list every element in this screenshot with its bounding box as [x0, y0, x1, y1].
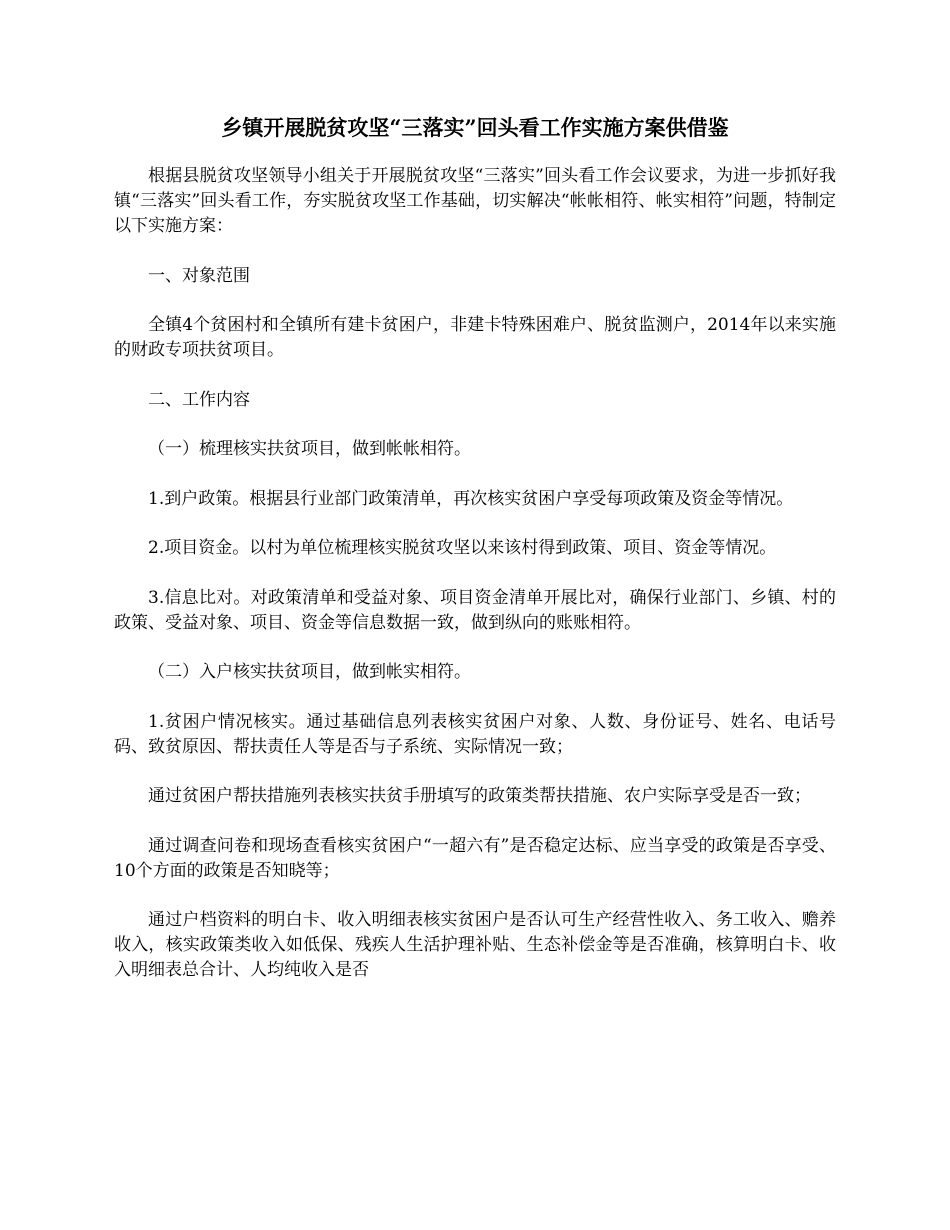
paragraph-item-2-1: 1.贫困户情况核实。通过基础信息列表核实贫困户对象、人数、身份证号、姓名、电话号码、致贫原因、帮扶责任人等是否与子系统、实际情况一致；: [114, 711, 836, 757]
subsection-heading-1: （一）梳理核实扶贫项目，做到帐帐相符。: [148, 439, 471, 459]
subsection-heading-2: （二）入户核实扶贫项目，做到帐实相符。: [148, 662, 471, 682]
paragraph-item-1-1: 1.到户政策。根据县行业部门政策清单，再次核实贫困户享受每项政策及资金等情况。: [148, 488, 794, 509]
paragraph-item-2-1-c: 通过调查问卷和现场查看核实贫困户“一超六有”是否稳定达标、应当享受的政策是否享受、10个方面的政策是否知晓等；: [114, 835, 836, 881]
paragraph-item-2-1-d: 通过户档资料的明白卡、收入明细表核实贫困户是否认可生产经营性收入、务工收入、赡养收入，核实政策类收入如低保、残疾人生活护理补贴、生态补偿金等是否准确，核算明白卡、收入明细表总合计、人均纯收入是否: [114, 910, 836, 980]
paragraph-scope: 全镇4个贫困村和全镇所有建卡贫困户，非建卡特殊困难户、脱贫监测户，2014年以来实施的财政专项扶贫项目。: [114, 315, 836, 360]
document-title: 乡镇开展脱贫攻坚“三落实”回头看工作实施方案供借鉴: [221, 115, 729, 140]
section-heading-scope: 一、对象范围: [148, 265, 250, 286]
document-body: [114, 164, 836, 1008]
section-heading-content: 二、工作内容: [148, 389, 250, 410]
paragraph-item-2-1-b: 通过贫困户帮扶措施列表核实扶贫手册填写的政策类帮扶措施、农户实际享受是否一致；: [148, 786, 811, 806]
paragraph-intro: 根据县脱贫攻坚领导小组关于开展脱贫攻坚“三落实”回头看工作会议要求，为进一步抓好我镇“三落实”回头看工作，夯实脱贫攻坚工作基础，切实解决“帐帐相符、帐实相符”问题，特制定以下实施方案：: [114, 166, 836, 236]
paragraph-item-1-2: 2.项目资金。以村为单位梳理核实脱贫攻坚以来该村得到政策、项目、资金等情况。: [148, 538, 777, 558]
paragraph-item-1-3: 3.信息比对。对政策清单和受益对象、项目资金清单开展比对，确保行业部门、乡镇、村的政策、受益对象、项目、资金等信息数据一致，做到纵向的账账相符。: [114, 587, 836, 633]
